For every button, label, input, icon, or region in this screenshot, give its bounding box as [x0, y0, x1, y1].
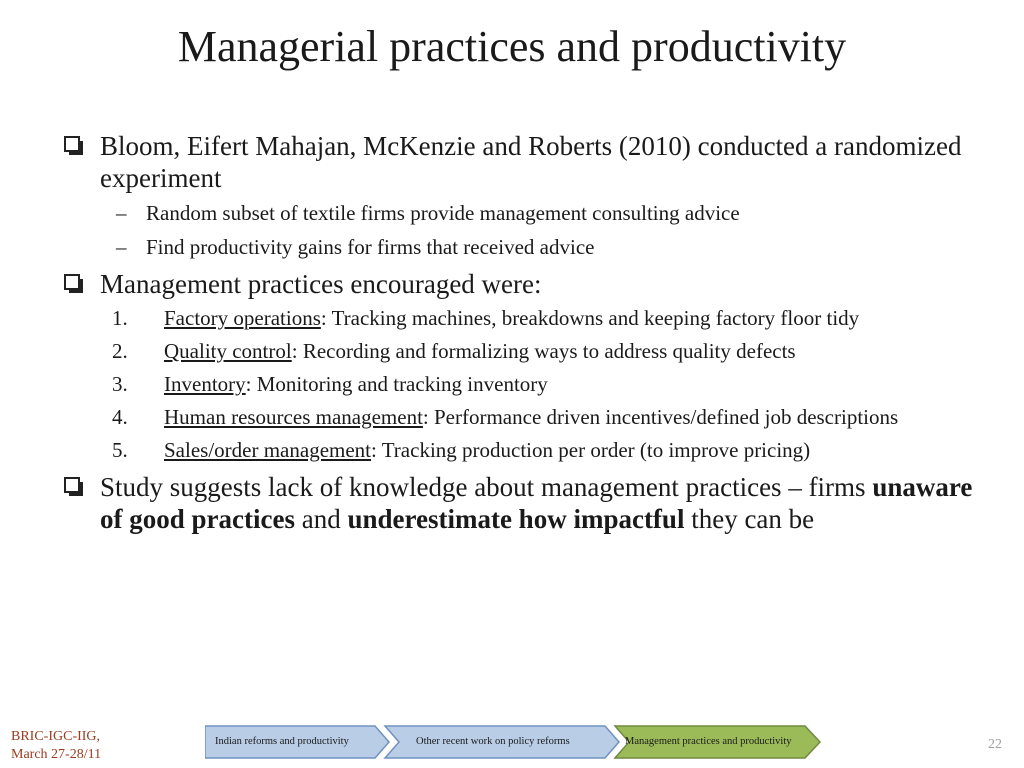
item-text: : Monitoring and tracking inventory — [245, 372, 548, 396]
bullet-3-text-part1: Study suggests lack of knowledge about management practices – firms — [100, 472, 873, 502]
nav-step-2-label[interactable]: Other recent work on policy reforms — [416, 736, 570, 747]
item-heading: Quality control — [164, 339, 292, 363]
checkbox-bullet-icon — [64, 477, 80, 493]
bullet-1-text: Bloom, Eifert Mahajan, McKenzie and Roberts (2010) conducted a randomized experiment — [100, 131, 962, 193]
numbered-item-1 — [62, 306, 982, 330]
item-number: 3. — [112, 372, 128, 396]
item-text: : Tracking machines, breakdowns and keeping factory floor tidy — [320, 306, 860, 330]
slide-content — [62, 130, 982, 541]
bullet-1 — [62, 130, 982, 194]
bullet-3-text-part3: they can be — [684, 504, 815, 534]
checkbox-bullet-icon — [64, 274, 80, 290]
bullet-2-text: Management practices encouraged were: — [100, 269, 542, 299]
footer-event-label — [11, 728, 101, 764]
item-text: : Recording and formalizing ways to address quality defects — [291, 339, 796, 363]
item-heading: Factory operations — [164, 306, 321, 330]
nav-step-3-label[interactable]: Management practices and productivity — [625, 736, 792, 747]
item-heading: Sales/order management — [164, 438, 372, 462]
page-number: 22 — [988, 737, 1002, 752]
slide-title: Managerial practices and productivity — [177, 22, 847, 71]
numbered-item-2 — [62, 339, 982, 363]
numbered-item-5 — [62, 438, 982, 462]
footer-line-2: March 27-28/11 — [11, 747, 102, 762]
item-text: : Performance driven incentives/defined job descriptions — [422, 405, 899, 429]
dash-bullet-icon: – — [116, 235, 127, 259]
bullet-3-text-part2: and — [294, 504, 348, 534]
bullet-2 — [62, 268, 982, 300]
sub-bullet-1 — [62, 200, 982, 226]
nav-step-1-label[interactable]: Indian reforms and productivity — [215, 736, 349, 747]
numbered-item-3 — [62, 372, 982, 396]
section-progress-nav — [205, 724, 825, 760]
item-number: 2. — [112, 339, 128, 363]
sub-bullet-1-text: Random subset of textile firms provide management consulting advice — [146, 201, 740, 225]
footer-line-1: BRIC-IGC-IIG, — [11, 729, 101, 744]
bullet-3 — [62, 471, 982, 535]
item-number: 5. — [112, 438, 128, 462]
item-heading: Human resources management — [164, 405, 423, 429]
numbered-item-4 — [62, 405, 982, 429]
item-heading: Inventory — [164, 372, 246, 396]
dash-bullet-icon: – — [116, 201, 127, 225]
bullet-3-bold-2: underestimate how impactful — [347, 504, 685, 534]
bullet-3-bold-1: unaware of good practices — [100, 472, 973, 534]
item-number: 1. — [112, 306, 128, 330]
item-number: 4. — [112, 405, 128, 429]
sub-bullet-2 — [62, 234, 982, 260]
item-text: : Tracking production per order (to improve pricing) — [371, 438, 811, 462]
sub-bullet-2-text: Find productivity gains for firms that received advice — [146, 235, 595, 259]
checkbox-bullet-icon — [64, 136, 80, 152]
